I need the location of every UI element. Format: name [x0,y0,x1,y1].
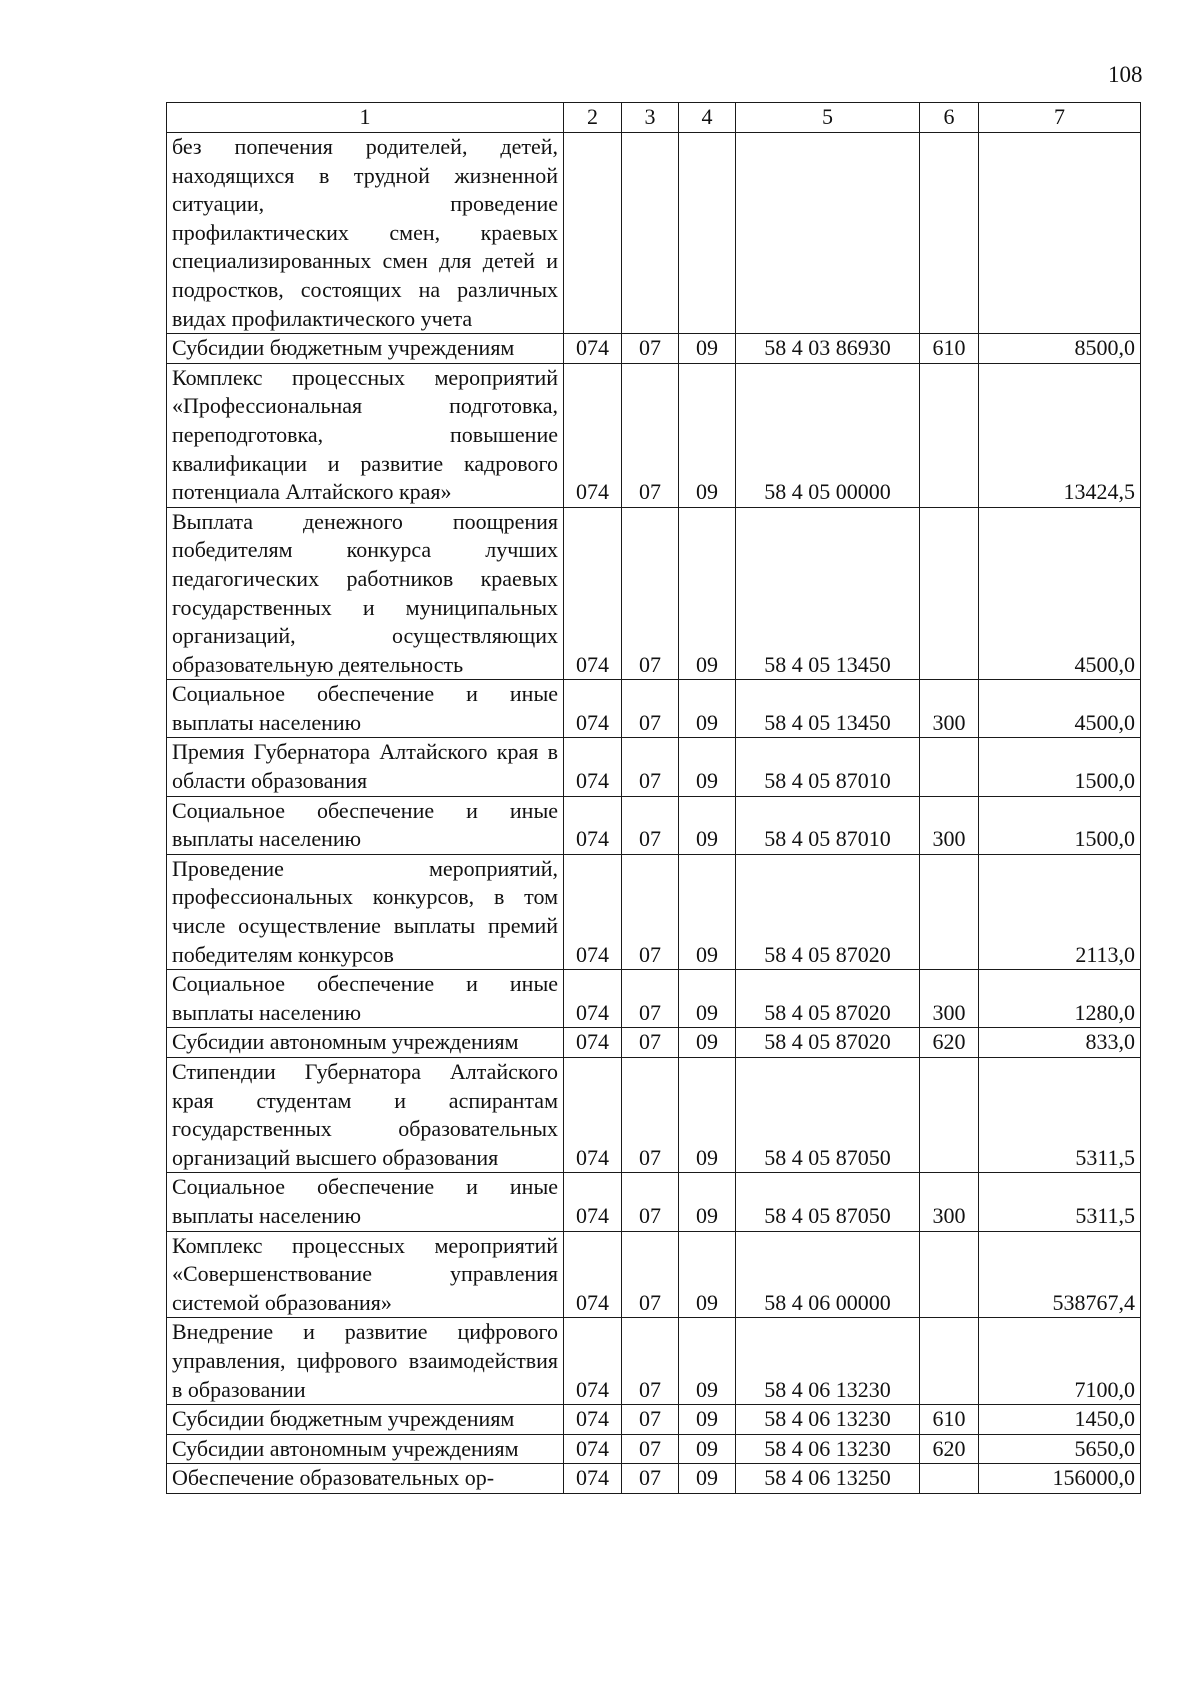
cell-expense-type: 620 [920,1028,979,1058]
row-description: Субсидии бюджетным учреждениям [167,334,564,364]
row-description: Выплата денежного поощрения победителям конкурса лучших педагогических работников краевых государственных и муниципальных организаций, осуществляющих образовательную деятельность [167,507,564,680]
budget-table [166,102,1141,1494]
cell-subsection: 09 [679,334,736,364]
cell-target-article: 58 4 05 87020 [736,854,920,969]
cell-amount: 13424,5 [979,363,1141,507]
cell-ministry-code: 074 [564,970,622,1028]
table-row [167,1231,1141,1318]
table-row [167,1173,1141,1231]
cell-ministry-code: 074 [564,796,622,854]
cell-expense-type [920,1058,979,1173]
cell-subsection [679,133,736,334]
column-header: 1 [167,103,564,133]
cell-amount: 5311,5 [979,1058,1141,1173]
cell-expense-type [920,133,979,334]
cell-target-article: 58 4 05 87050 [736,1058,920,1173]
column-header: 5 [736,103,920,133]
cell-amount: 2113,0 [979,854,1141,969]
cell-target-article: 58 4 05 00000 [736,363,920,507]
cell-section: 07 [622,507,679,680]
cell-section: 07 [622,738,679,796]
cell-expense-type: 300 [920,796,979,854]
table-row [167,1058,1141,1173]
cell-ministry-code: 074 [564,854,622,969]
cell-ministry-code: 074 [564,1434,622,1464]
cell-subsection: 09 [679,1028,736,1058]
column-header: 2 [564,103,622,133]
cell-expense-type [920,363,979,507]
cell-section: 07 [622,1434,679,1464]
table-body [167,133,1141,1494]
table-row [167,1318,1141,1405]
row-description: Социальное обеспечение и иные выплаты населению [167,1173,564,1231]
cell-ministry-code: 074 [564,1173,622,1231]
cell-amount: 538767,4 [979,1231,1141,1318]
cell-target-article: 58 4 03 86930 [736,334,920,364]
table-row [167,1464,1141,1494]
cell-amount: 833,0 [979,1028,1141,1058]
row-description: Субсидии автономным учреждениям [167,1028,564,1058]
row-description: Внедрение и развитие цифрового управления, цифрового взаимодействия в образовании [167,1318,564,1405]
column-header: 6 [920,103,979,133]
cell-subsection: 09 [679,970,736,1028]
cell-subsection: 09 [679,796,736,854]
cell-amount: 1280,0 [979,970,1141,1028]
row-description: Премия Губернатора Алтайского края в области образования [167,738,564,796]
table-row [167,1028,1141,1058]
cell-target-article: 58 4 05 13450 [736,680,920,738]
header-row [167,103,1141,133]
cell-subsection: 09 [679,1173,736,1231]
cell-target-article: 58 4 06 00000 [736,1231,920,1318]
cell-expense-type: 610 [920,334,979,364]
table-row [167,854,1141,969]
cell-section: 07 [622,680,679,738]
column-header: 3 [622,103,679,133]
cell-amount: 1450,0 [979,1405,1141,1435]
row-description: Социальное обеспечение и иные выплаты населению [167,796,564,854]
cell-target-article: 58 4 06 13230 [736,1318,920,1405]
cell-section: 07 [622,363,679,507]
cell-ministry-code: 074 [564,1231,622,1318]
cell-ministry-code: 074 [564,363,622,507]
cell-expense-type [920,738,979,796]
cell-target-article: 58 4 05 87020 [736,1028,920,1058]
cell-target-article: 58 4 05 87010 [736,738,920,796]
row-description: Комплекс процессных мероприятий «Совершенствование управления системой образования» [167,1231,564,1318]
row-description: Обеспечение образовательных ор- [167,1464,564,1494]
cell-ministry-code: 074 [564,1058,622,1173]
cell-ministry-code: 074 [564,680,622,738]
cell-subsection: 09 [679,1464,736,1494]
cell-expense-type: 620 [920,1434,979,1464]
row-description: Стипендии Губернатора Алтайского края студентам и аспирантам государственных образовательных организаций высшего образования [167,1058,564,1173]
cell-expense-type: 610 [920,1405,979,1435]
cell-subsection: 09 [679,738,736,796]
cell-section: 07 [622,1028,679,1058]
cell-ministry-code: 074 [564,334,622,364]
table-row [167,133,1141,334]
row-description: Социальное обеспечение и иные выплаты населению [167,970,564,1028]
cell-amount: 8500,0 [979,334,1141,364]
cell-target-article: 58 4 05 87020 [736,970,920,1028]
row-description: Проведение мероприятий, профессиональных конкурсов, в том числе осуществление выплаты премий победителям конкурсов [167,854,564,969]
cell-subsection: 09 [679,680,736,738]
cell-expense-type [920,1464,979,1494]
cell-subsection: 09 [679,1318,736,1405]
cell-ministry-code: 074 [564,1318,622,1405]
cell-subsection: 09 [679,854,736,969]
cell-section: 07 [622,1318,679,1405]
cell-section: 07 [622,1231,679,1318]
table-row [167,334,1141,364]
cell-section: 07 [622,1173,679,1231]
cell-section: 07 [622,1058,679,1173]
cell-amount: 156000,0 [979,1464,1141,1494]
row-description: Субсидии автономным учреждениям [167,1434,564,1464]
table-row [167,507,1141,680]
cell-target-article: 58 4 05 87050 [736,1173,920,1231]
cell-expense-type: 300 [920,970,979,1028]
cell-target-article: 58 4 05 13450 [736,507,920,680]
cell-expense-type: 300 [920,1173,979,1231]
table-row [167,970,1141,1028]
cell-ministry-code: 074 [564,507,622,680]
cell-subsection: 09 [679,507,736,680]
cell-section: 07 [622,796,679,854]
cell-amount: 4500,0 [979,680,1141,738]
row-description: Комплекс процессных мероприятий «Профессиональная подготовка, переподготовка, повышение квалификации и развитие кадрового потенциала Алтайского края» [167,363,564,507]
cell-ministry-code: 074 [564,1464,622,1494]
table-row [167,1434,1141,1464]
table-row [167,363,1141,507]
cell-amount: 5650,0 [979,1434,1141,1464]
cell-expense-type [920,1318,979,1405]
cell-ministry-code: 074 [564,1028,622,1058]
cell-subsection: 09 [679,1434,736,1464]
cell-target-article: 58 4 05 87010 [736,796,920,854]
cell-amount: 7100,0 [979,1318,1141,1405]
row-description: Субсидии бюджетным учреждениям [167,1405,564,1435]
table-row [167,738,1141,796]
cell-section: 07 [622,970,679,1028]
cell-section [622,133,679,334]
row-description: без попечения родителей, детей, находящихся в трудной жизненной ситуации, проведение профилактических смен, краевых специализированных смен для детей и подростков, состоящих на различных видах профилактического учета [167,133,564,334]
cell-target-article [736,133,920,334]
column-header: 7 [979,103,1141,133]
cell-amount [979,133,1141,334]
cell-expense-type [920,854,979,969]
cell-target-article: 58 4 06 13230 [736,1405,920,1435]
cell-amount: 1500,0 [979,738,1141,796]
cell-subsection: 09 [679,363,736,507]
page-number: 108 [1108,62,1143,87]
cell-section: 07 [622,334,679,364]
cell-section: 07 [622,1405,679,1435]
cell-amount: 1500,0 [979,796,1141,854]
cell-ministry-code: 074 [564,738,622,796]
cell-section: 07 [622,854,679,969]
cell-ministry-code [564,133,622,334]
table-row [167,796,1141,854]
table-row [167,1405,1141,1435]
cell-expense-type: 300 [920,680,979,738]
cell-expense-type [920,1231,979,1318]
cell-ministry-code: 074 [564,1405,622,1435]
cell-target-article: 58 4 06 13230 [736,1434,920,1464]
cell-section: 07 [622,1464,679,1494]
cell-subsection: 09 [679,1231,736,1318]
cell-subsection: 09 [679,1058,736,1173]
cell-amount: 5311,5 [979,1173,1141,1231]
table-row [167,680,1141,738]
cell-amount: 4500,0 [979,507,1141,680]
cell-subsection: 09 [679,1405,736,1435]
cell-expense-type [920,507,979,680]
cell-target-article: 58 4 06 13250 [736,1464,920,1494]
row-description: Социальное обеспечение и иные выплаты населению [167,680,564,738]
column-header: 4 [679,103,736,133]
